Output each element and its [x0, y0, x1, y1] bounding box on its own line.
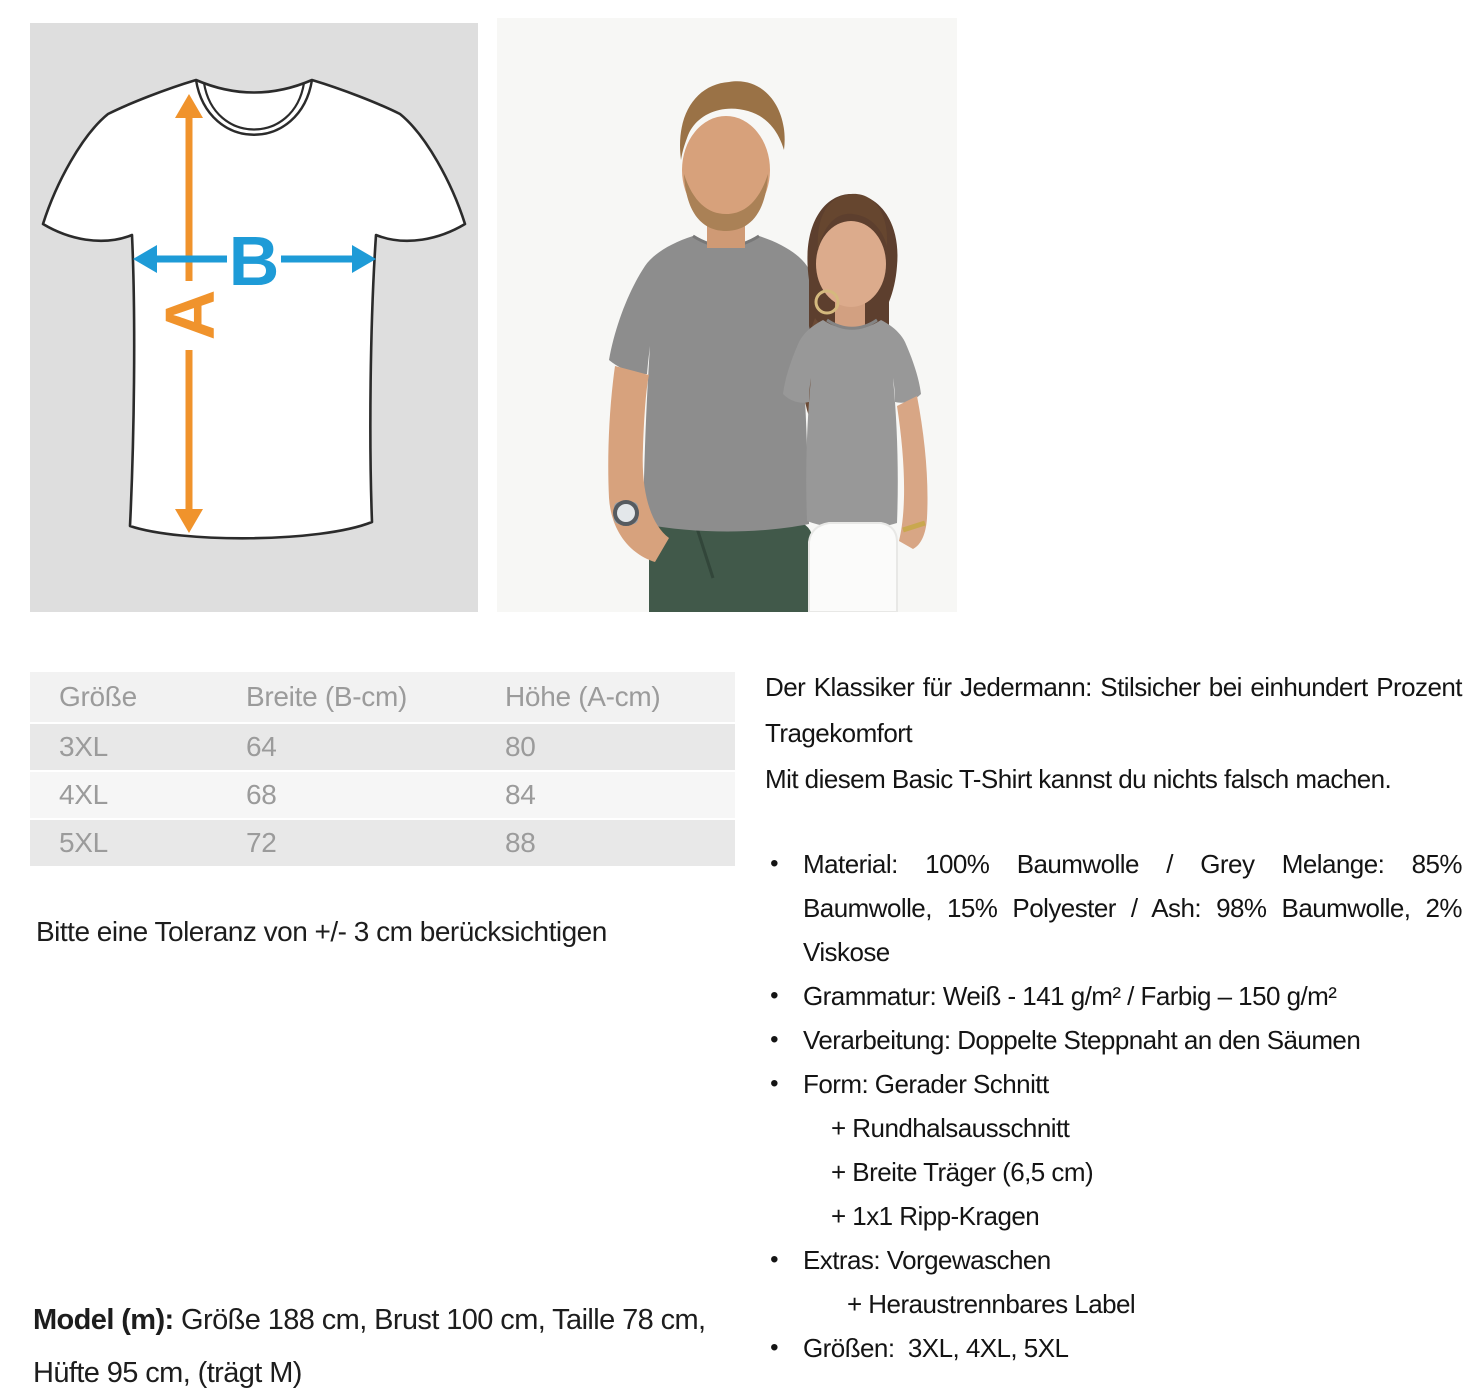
width-cell: 64 — [217, 724, 476, 770]
models-photo-illustration — [497, 18, 957, 612]
tolerance-note: Bitte eine Toleranz von +/- 3 cm berücksichtigen — [36, 916, 607, 947]
bullet-grammatur — [765, 974, 1462, 1018]
bullet-text: Grammatur: Weiß - 141 g/m² / Farbig – 150 g/m² — [803, 981, 1337, 1011]
bullet-form — [765, 1062, 1462, 1238]
description-bullets — [765, 842, 1462, 1370]
bullet-dot: • — [770, 1334, 778, 1361]
tshirt-outline — [43, 80, 465, 538]
height-cell: 80 — [476, 724, 735, 770]
col-header-groesse: Größe — [30, 672, 217, 722]
col-header-hoehe: Höhe (A-cm) — [476, 672, 735, 722]
bullet-verarbeitung — [765, 1018, 1462, 1062]
width-cell: 72 — [217, 820, 476, 866]
bullet-subline: + 1x1 Ripp-Kragen — [831, 1201, 1040, 1231]
model-info-label: Model (m): — [33, 1304, 174, 1336]
size-table — [30, 670, 735, 868]
bullet-dot: • — [770, 1246, 778, 1273]
model-info-text: Größe 188 cm, Brust 100 cm, Taille 78 cm, Hüfte 95 cm, (trägt M) — [33, 1304, 706, 1389]
label-a: A — [151, 289, 229, 341]
col-header-breite: Breite (B-cm) — [217, 672, 476, 722]
bullet-dot: • — [770, 1026, 778, 1053]
bullet-material — [765, 842, 1462, 974]
description-intro-line: Mit diesem Basic T-Shirt kannst du nichts falsch machen. — [765, 764, 1392, 794]
size-table-header-row — [30, 672, 735, 722]
width-cell: 68 — [217, 772, 476, 818]
bullet-text: Größen: 3XL, 4XL, 5XL — [803, 1333, 1069, 1363]
size-cell: 5XL — [30, 820, 217, 866]
model-info — [33, 1294, 753, 1400]
size-diagram-panel — [30, 23, 478, 612]
bullet-subline: + Breite Träger (6,5 cm) — [831, 1157, 1094, 1187]
bullet-extras — [765, 1238, 1462, 1326]
size-table-row — [30, 820, 735, 866]
bullet-subline: + Rundhalsausschnitt — [831, 1113, 1070, 1143]
tshirt-measurement-diagram — [30, 23, 478, 612]
height-cell: 88 — [476, 820, 735, 866]
bullet-groessen — [765, 1326, 1462, 1370]
models-photo — [497, 18, 957, 612]
bullet-text: Material: 100% Baumwolle / Grey Melange: 85% Baumwolle, 15% Polyester / Ash: 98% Baumwolle, 2% Viskose — [803, 849, 1462, 967]
height-cell: 84 — [476, 772, 735, 818]
size-table-section — [30, 670, 735, 868]
bullet-dot: • — [770, 1070, 778, 1097]
bullet-dot: • — [770, 850, 778, 877]
watch-icon — [615, 502, 637, 524]
size-cell: 3XL — [30, 724, 217, 770]
size-cell: 4XL — [30, 772, 217, 818]
bullet-text: Form: Gerader Schnitt + Rundhalsausschnitt + Breite Träger (6,5 cm) + 1x1 Ripp-Kragen — [803, 1062, 1462, 1238]
bullet-text: Extras: Vorgewaschen + Heraustrennbares Label — [803, 1238, 1462, 1326]
product-description — [765, 664, 1462, 1370]
bullet-dot: • — [770, 982, 778, 1009]
bullet-text: Verarbeitung: Doppelte Steppnaht an den Säumen — [803, 1025, 1361, 1055]
label-b: B — [228, 222, 280, 300]
bullet-subline: + Heraustrennbares Label — [847, 1289, 1136, 1319]
size-table-row — [30, 772, 735, 818]
size-table-row — [30, 724, 735, 770]
description-intro-line: Der Klassiker für Jedermann: Stilsicher bei einhundert Prozent Tragekomfort — [765, 672, 1462, 748]
woman-head — [816, 221, 886, 307]
